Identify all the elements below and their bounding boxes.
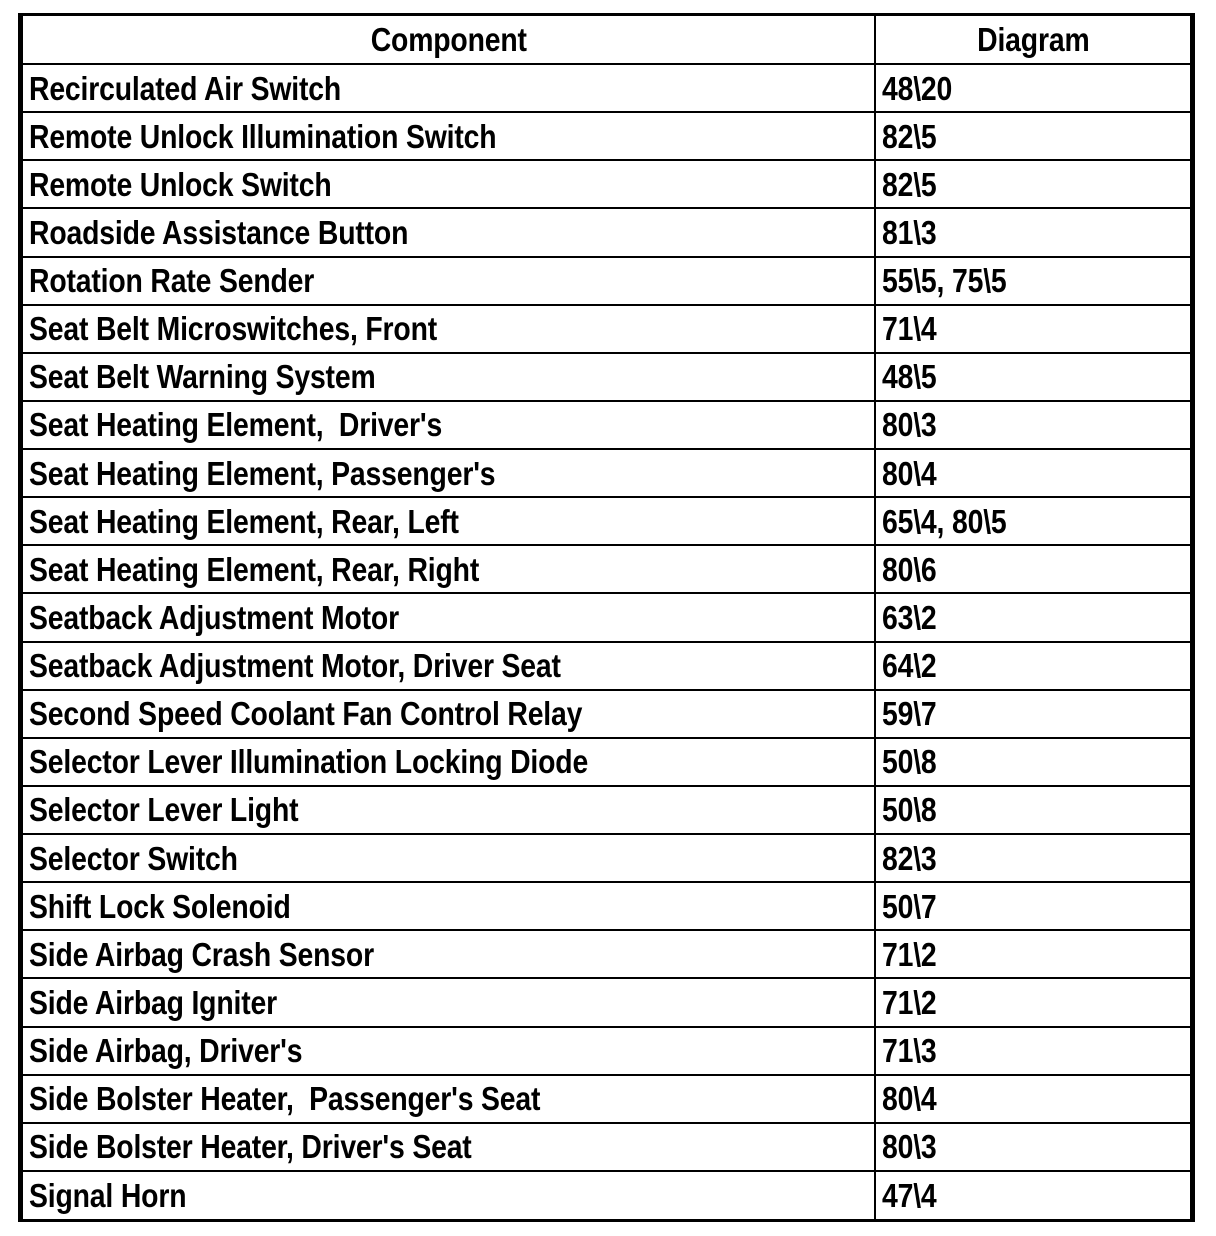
diagram-cell: 48\5 — [875, 353, 1191, 401]
component-cell: Second Speed Coolant Fan Control Relay — [22, 690, 875, 738]
table-row — [22, 1123, 1191, 1171]
table-body — [22, 64, 1191, 1219]
table-row — [22, 545, 1191, 593]
component-cell: Recirculated Air Switch — [22, 64, 875, 112]
table-row — [22, 690, 1191, 738]
table-row — [22, 786, 1191, 834]
diagram-cell: 71\3 — [875, 1027, 1191, 1075]
table-row — [22, 834, 1191, 882]
component-cell: Seat Heating Element, Rear, Left — [22, 497, 875, 545]
component-cell: Remote Unlock Switch — [22, 160, 875, 208]
column-header-diagram: Diagram — [875, 16, 1191, 64]
component-cell: Seat Belt Microswitches, Front — [22, 305, 875, 353]
diagram-cell: 80\3 — [875, 401, 1191, 449]
table-row — [22, 1027, 1191, 1075]
diagram-cell: 82\3 — [875, 834, 1191, 882]
column-header-component: Component — [22, 16, 875, 64]
component-cell: Selector Lever Illumination Locking Diode — [22, 738, 875, 786]
diagram-cell: 48\20 — [875, 64, 1191, 112]
diagram-cell: 82\5 — [875, 160, 1191, 208]
component-diagram-table — [21, 16, 1192, 1219]
diagram-cell: 71\4 — [875, 305, 1191, 353]
table-row — [22, 353, 1191, 401]
diagram-cell: 50\8 — [875, 786, 1191, 834]
table-row — [22, 449, 1191, 497]
table-row — [22, 208, 1191, 256]
table-row — [22, 642, 1191, 690]
diagram-cell: 81\3 — [875, 208, 1191, 256]
component-cell: Side Bolster Heater, Driver's Seat — [22, 1123, 875, 1171]
component-cell: Side Airbag Crash Sensor — [22, 930, 875, 978]
component-cell: Selector Switch — [22, 834, 875, 882]
diagram-cell: 80\4 — [875, 449, 1191, 497]
diagram-cell: 71\2 — [875, 978, 1191, 1026]
diagram-cell: 63\2 — [875, 593, 1191, 641]
diagram-cell: 80\6 — [875, 545, 1191, 593]
table-row — [22, 64, 1191, 112]
component-cell: Seatback Adjustment Motor — [22, 593, 875, 641]
component-cell: Rotation Rate Sender — [22, 257, 875, 305]
component-cell: Roadside Assistance Button — [22, 208, 875, 256]
diagram-cell: 80\3 — [875, 1123, 1191, 1171]
table-row — [22, 497, 1191, 545]
component-cell: Seat Heating Element, Rear, Right — [22, 545, 875, 593]
table-row — [22, 112, 1191, 160]
diagram-cell: 47\4 — [875, 1171, 1191, 1219]
diagram-cell: 64\2 — [875, 642, 1191, 690]
component-cell: Side Airbag, Driver's — [22, 1027, 875, 1075]
diagram-cell: 71\2 — [875, 930, 1191, 978]
table-row — [22, 593, 1191, 641]
diagram-cell: 80\4 — [875, 1075, 1191, 1123]
component-cell: Seat Heating Element, Passenger's — [22, 449, 875, 497]
diagram-cell: 59\7 — [875, 690, 1191, 738]
table-header-row — [22, 16, 1191, 64]
table-row — [22, 401, 1191, 449]
table-row — [22, 257, 1191, 305]
component-cell: Seat Belt Warning System — [22, 353, 875, 401]
diagram-cell: 50\7 — [875, 882, 1191, 930]
component-cell: Side Bolster Heater, Passenger's Seat — [22, 1075, 875, 1123]
table-row — [22, 160, 1191, 208]
table-row — [22, 882, 1191, 930]
component-cell: Shift Lock Solenoid — [22, 882, 875, 930]
component-cell: Seat Heating Element, Driver's — [22, 401, 875, 449]
table-row — [22, 1171, 1191, 1219]
component-cell: Selector Lever Light — [22, 786, 875, 834]
diagram-cell: 55\5, 75\5 — [875, 257, 1191, 305]
table-row — [22, 738, 1191, 786]
component-cell: Side Airbag Igniter — [22, 978, 875, 1026]
table-row — [22, 305, 1191, 353]
component-cell: Signal Horn — [22, 1171, 875, 1219]
component-cell: Seatback Adjustment Motor, Driver Seat — [22, 642, 875, 690]
component-table-frame — [18, 13, 1195, 1222]
table-row — [22, 930, 1191, 978]
table-row — [22, 1075, 1191, 1123]
table-row — [22, 978, 1191, 1026]
diagram-cell: 82\5 — [875, 112, 1191, 160]
component-cell: Remote Unlock Illumination Switch — [22, 112, 875, 160]
diagram-cell: 50\8 — [875, 738, 1191, 786]
diagram-cell: 65\4, 80\5 — [875, 497, 1191, 545]
